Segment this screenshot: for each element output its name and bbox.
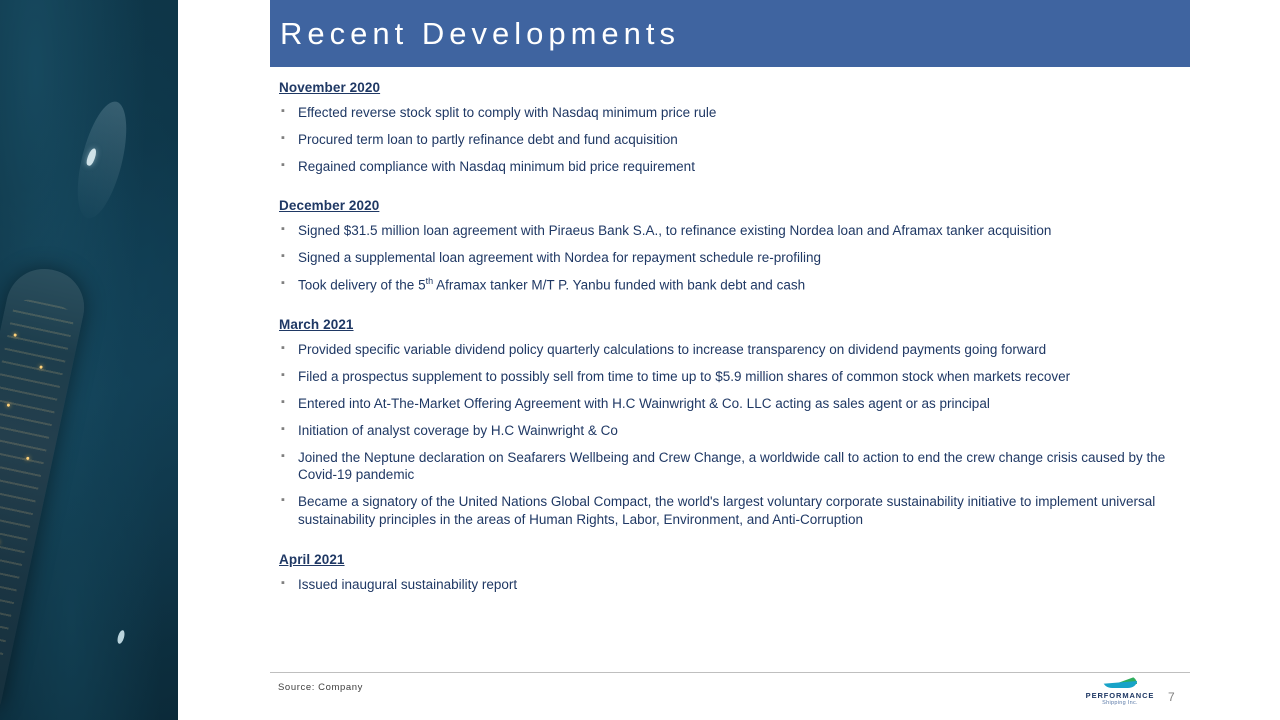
side-photo-strip: [0, 0, 178, 720]
wave-logo-icon: [1103, 676, 1137, 689]
list-item: ▪ Joined the Neptune declaration on Seafarers Wellbeing and Crew Change, a worldwide call to action to end the crew change crisis caused by the Covid-19 pandemic: [279, 449, 1174, 485]
list-item: ▪ Filed a prospectus supplement to possibly sell from time to time up to $5.9 million shares of common stock when markets recover: [279, 368, 1174, 386]
content-area: [270, 80, 1190, 609]
logo-company-subtitle: Shipping Inc.: [1102, 700, 1138, 706]
list-item: ▪ Issued inaugural sustainability report: [279, 576, 1174, 594]
list-item: ▪ Effected reverse stock split to comply with Nasdaq minimum price rule: [279, 104, 1174, 122]
page-number: 7: [1168, 690, 1175, 704]
section-march-2021: [270, 317, 1190, 529]
logo-company-name: PERFORMANCE: [1085, 691, 1155, 700]
list-item: ▪ Became a signatory of the United Nations Global Compact, the world's largest voluntary corporate sustainability initiative to implement universal sustainability principles in the areas of Human Rights, Labor, Environment, and Anti-Corruption: [279, 493, 1174, 529]
section-bullet-list: [270, 222, 1190, 294]
section-bullet-list: [270, 576, 1190, 594]
section-spacer: [270, 309, 1190, 317]
section-heading: December 2020: [279, 198, 380, 214]
list-item: ▪ Provided specific variable dividend policy quarterly calculations to increase transparency on dividend payments going forward: [279, 341, 1174, 359]
section-bullet-list: [270, 341, 1190, 529]
section-heading: November 2020: [279, 80, 381, 95]
list-item: ▪ Regained compliance with Nasdaq minimum bid price requirement: [279, 158, 1174, 176]
slide-title-bar: [270, 0, 1190, 67]
list-item: ▪ Signed $31.5 million loan agreement with Piraeus Bank S.A., to refinance existing Nordea loan and Aframax tanker acquisition: [279, 222, 1174, 240]
section-april-2021: [270, 552, 1190, 594]
page-title: Recent Developments: [280, 15, 680, 51]
footer-divider: [270, 672, 1190, 673]
list-item: ▪ Initiation of analyst coverage by H.C Wainwright & Co: [279, 422, 1174, 440]
company-logo: [1085, 676, 1155, 712]
section-spacer: [270, 544, 1190, 552]
source-note: Source: Company: [278, 682, 364, 693]
section-heading: March 2021: [279, 317, 354, 333]
section-november-2020: [270, 80, 1190, 175]
list-item: ▪ Took delivery of the 5th Aframax tanker M/T P. Yanbu funded with bank debt and cash: [279, 276, 1174, 294]
section-spacer: [270, 190, 1190, 198]
list-item: ▪ Procured term loan to partly refinance debt and fund acquisition: [279, 131, 1174, 149]
list-item: ▪ Entered into At-The-Market Offering Agreement with H.C Wainwright & Co. LLC acting as sales agent or as principal: [279, 395, 1174, 413]
section-bullet-list: [270, 104, 1190, 175]
section-december-2020: [270, 198, 1190, 294]
section-heading: April 2021: [279, 551, 345, 567]
list-item: ▪ Signed a supplemental loan agreement with Nordea for repayment schedule re-profiling: [279, 249, 1174, 267]
logo-wave-blue: [1103, 681, 1137, 688]
